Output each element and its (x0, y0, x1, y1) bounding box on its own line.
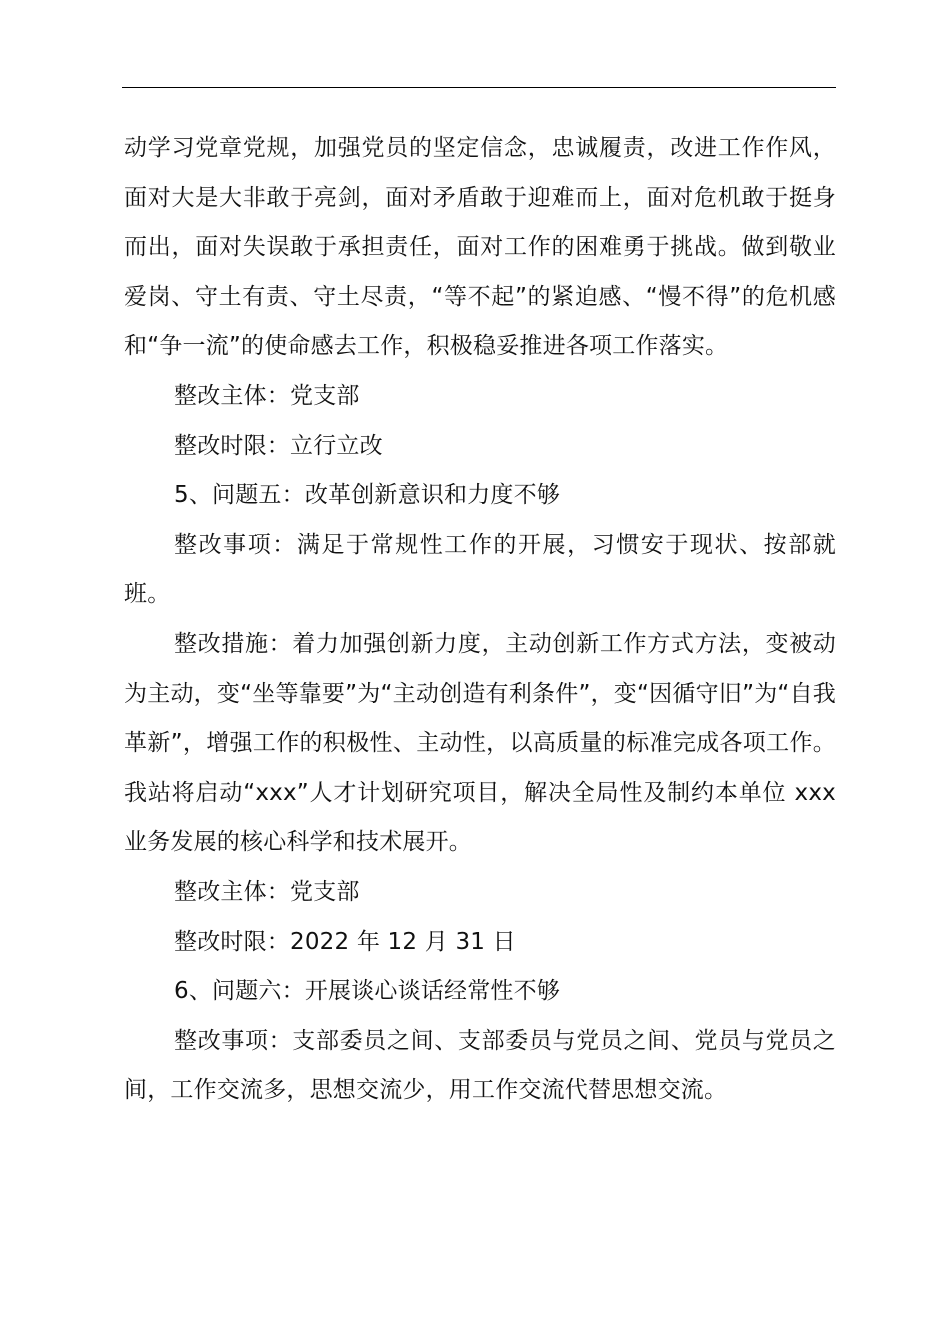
paragraph-continued-measures: 动学习党章党规，加强党员的坚定信念，忠诚履责，改进工作作风，面对大是大非敢于亮剑，面对矛盾敢于迎难而上，面对危机敢于挺身而出，面对失误敢于承担责任，面对工作的困难勇于挑战。做到敬业爱岗、守土有责、守土尽责，“等不起”的紧迫感、“慢不得”的危机感和“争一流”的使命感去工作，积极稳妥推进各项工作落实。 (124, 135, 836, 360)
paragraph-rectification-measures: 整改措施：着力加强创新力度，主动创新工作方式方法，变被动为主动，变“坐等靠要”为“主动创造有利条件”，变“因循守旧”为“自我革新”，增强工作的积极性、主动性，以高质量的标准完成各项工作。我站将启动“xxx”人才计划研究项目，解决全局性及制约本单位 xxx 业务发展的核心科学和技术展开。 (124, 630, 836, 856)
header-rule (122, 87, 836, 88)
paragraph-problem-six: 6、问题六：开展谈心谈话经常性不够 (174, 978, 561, 1005)
paragraph-rectification-deadline: 整改时限：立行立改 (174, 432, 383, 459)
paragraph-rectification-items-2: 整改事项：支部委员之间、支部委员与党员之间、党员与党员之间，工作交流多，思想交流少，用工作交流代替思想交流。 (124, 1027, 836, 1104)
paragraph-rectification-deadline-2: 整改时限：2022 年 12 月 31 日 (174, 928, 516, 955)
paragraph-rectification-subject: 整改主体：党支部 (174, 382, 360, 409)
paragraph-rectification-subject-2: 整改主体：党支部 (174, 878, 360, 905)
paragraph-problem-five: 5、问题五：改革创新意识和力度不够 (174, 482, 561, 509)
paragraph-rectification-items: 整改事项：满足于常规性工作的开展，习惯安于现状、按部就班。 (124, 531, 836, 608)
document-body (124, 124, 836, 1116)
